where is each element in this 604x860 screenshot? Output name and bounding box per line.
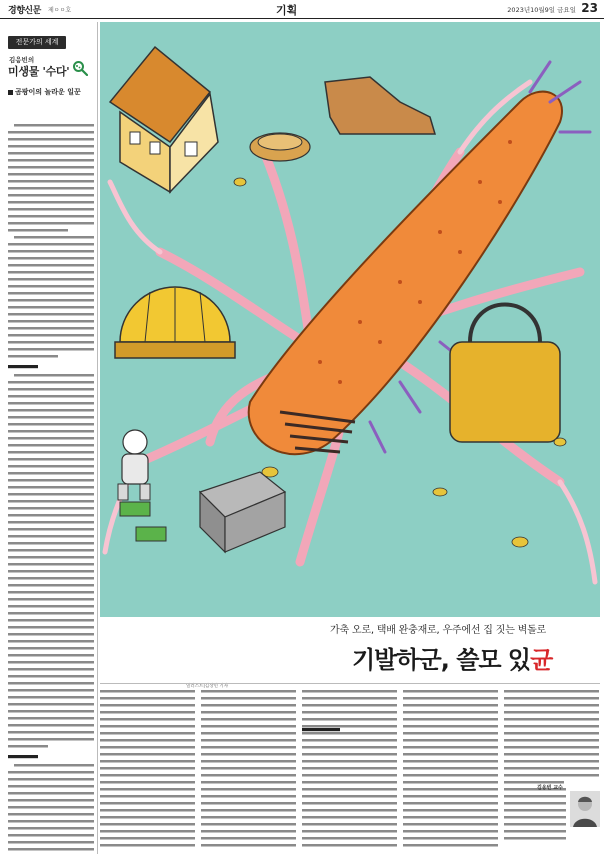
masthead [0,0,604,19]
article-headline: 기발하군, 쓸모 있균 [352,646,553,674]
headline-rule [100,683,600,684]
column-title: 미생물 '수다' [8,65,70,78]
newspaper-logo: 경향신문 [8,6,41,16]
page-number: 23 [581,1,598,15]
column-author-label: 김응빈의 [9,56,35,64]
body-columns [100,690,600,855]
body-text-lines [8,118,94,860]
illustration-credit: 일러스트|김상민 기자 [186,684,229,689]
article-deck: 가축 오로, 택배 완충재로, 우주에선 집 짓는 벽돌로 [330,625,547,636]
column-divider [97,22,98,854]
text-lines-graphic [8,118,94,860]
series-tag: 전문가의 세계 [8,36,66,49]
magnifier-icon [72,60,88,76]
author-caption: 김응빈 교수 [537,785,563,791]
section-title: 기획 [276,4,298,17]
issue-number: 제ㅇㅇ호 [48,7,72,14]
column-subtitle: 곰팡이의 놀라운 일꾼 [8,87,81,97]
author-photo [570,791,600,827]
publication-date: 2023년10월9일 금요일 [507,6,576,14]
illustration [100,22,600,617]
